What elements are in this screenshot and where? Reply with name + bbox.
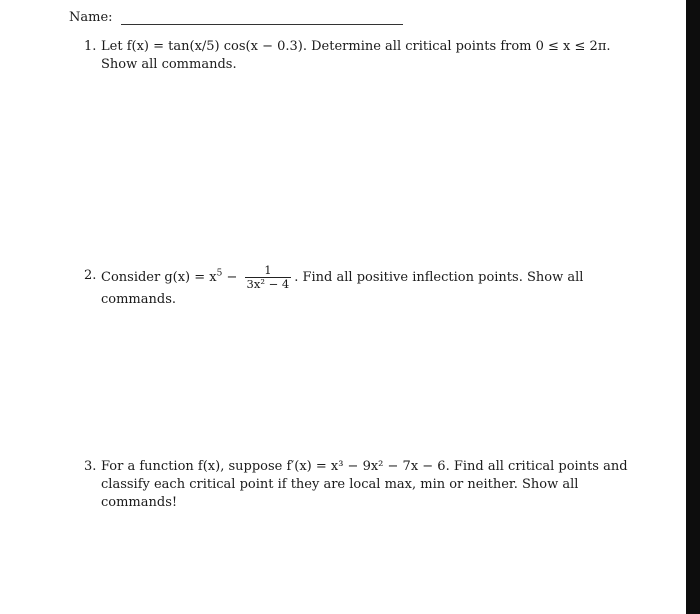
problem-3-text: For a function f(x), suppose f′(x) = x³ − 9x² − 7x − 6. Find all critical points and classify each critical point if they are local max, min or neither. Show all commands! <box>101 459 628 510</box>
fraction-numerator: 1 <box>245 264 292 278</box>
name-label: Name: <box>69 10 113 25</box>
problem-3 <box>84 458 644 512</box>
problem-1-intro: Let <box>101 39 123 54</box>
fraction-denominator: 3x² − 4 <box>246 277 290 291</box>
exponent: 5 <box>216 268 223 279</box>
problem-2-instructions: . Find all positive inflection points. Show all commands. <box>101 270 584 307</box>
page-edge <box>686 0 700 614</box>
problem-number: 3. <box>84 459 97 474</box>
problem-number: 1. <box>84 39 97 54</box>
name-blank-line <box>121 13 403 25</box>
minus-sign: − <box>226 270 238 285</box>
problem-2 <box>84 264 644 309</box>
problem-2-function: Consider g(x) = x <box>101 270 217 285</box>
problem-1-function: f(x) = tan(x/5) cos(x − 0.3). <box>126 39 307 54</box>
fraction <box>245 264 292 291</box>
problem-1-instructions: Determine all critical points from 0 ≤ x ≤ 2π. Show all commands. <box>101 39 611 72</box>
problem-1 <box>84 38 644 74</box>
problem-number: 2. <box>84 268 97 283</box>
name-field-row <box>69 10 403 25</box>
